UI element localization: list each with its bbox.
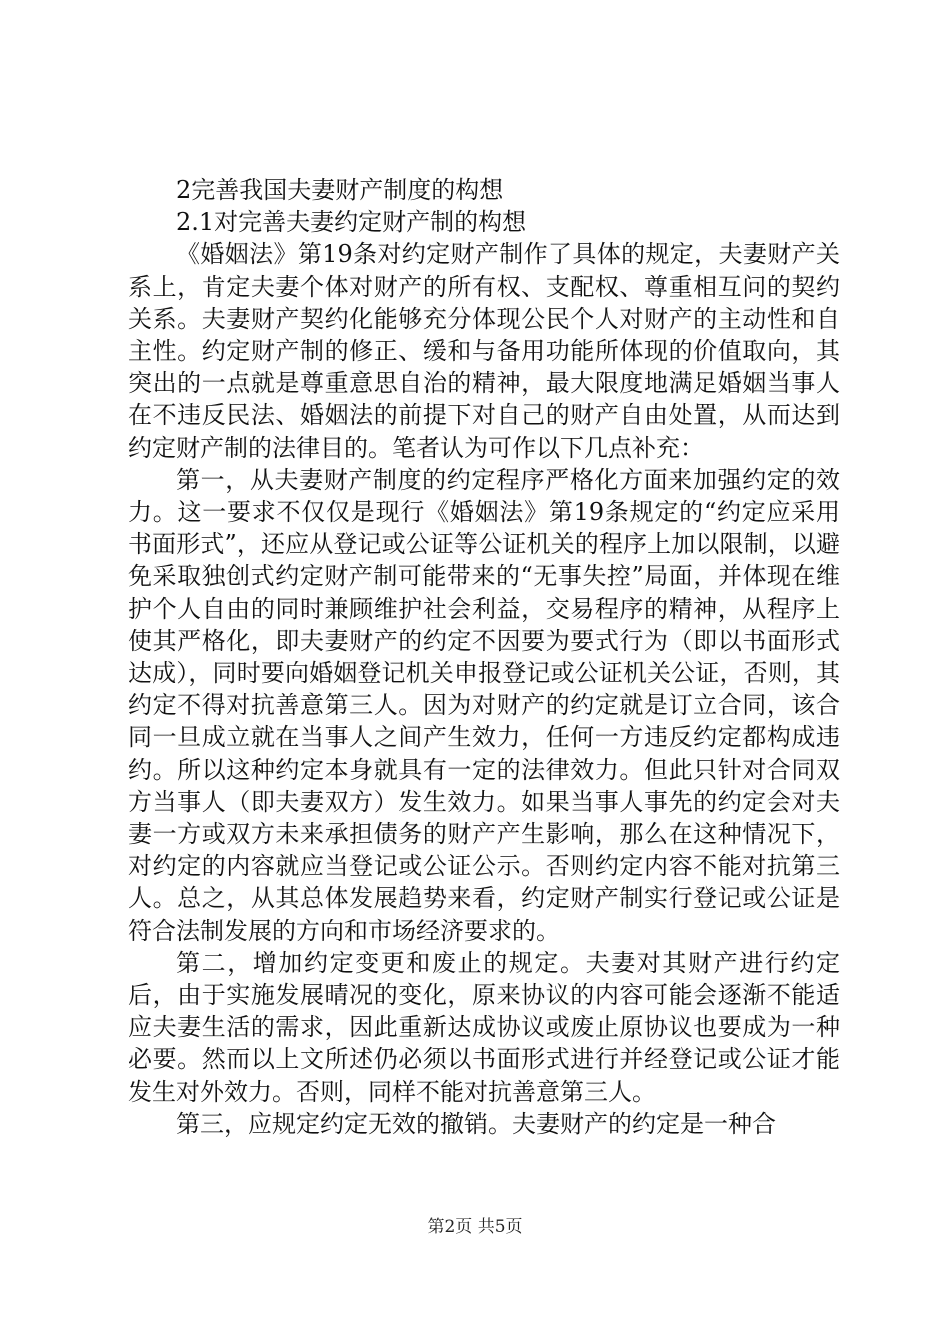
section-heading: 2完善我国夫妻财产制度的构想 (176, 176, 504, 204)
subsection-heading: 2.1对完善夫妻约定财产制的构想 (176, 208, 527, 237)
body-paragraph: 第三，应规定约定无效的撤销。夫妻财产的约定是一种合 (176, 1109, 776, 1138)
document-body (128, 174, 840, 1140)
page-number-footer: 第2页 共5页 (427, 1217, 523, 1237)
body-paragraph: 第二，增加约定变更和废止的规定。夫妻对其财产进行约定后，由于实施发展晴况的变化，原来协议的内容可能会逐渐不能适应夫妻生活的需求，因此重新达成协议或废止原协议也要成为一种必要。然而以上文所述仍必须以书面形式进行并经登记或公证才能发生对外效力。否则，同样不能对抗善意第三人。 (128, 948, 840, 1106)
body-paragraph: 《婚姻法》第19条对约定财产制作了具体的规定，夫妻财产关系上，肯定夫妻个体对财产的所有权、支配权、尊重相互问的契约关系。夫妻财产契约化能够充分体现公民个人对财产的主动性和自主性。约定财产制的修正、缓和与备用功能所体现的价值取向，其突出的一点就是尊重意思自治的精神，最大限度地满足婚姻当事人在不违反民法、婚姻法的前提下对自己的财产自由处置，从而达到约定财产制的法律目的。笔者认为可作以下几点补充： (128, 240, 840, 462)
body-paragraph: 第一，从夫妻财产制度的约定程序严格化方面来加强约定的效力。这一要求不仅仅是现行《婚姻法》第19条规定的“约定应采用书面形式”，还应从登记或公证等公证机关的程序上加以限制，以避免采取独创式约定财产制可能带来的“无事失控”局面，并体现在维护个人自由的同时兼顾维护社会利益，交易程序的精神，从程序上使其严格化，即夫妻财产的约定不因要为要式行为（即以书面形式达成），同时要向婚姻登记机关申报登记或公证机关公证，否则，其约定不得对抗善意第三人。因为对财产的约定就是订立合同，该合同一旦成立就在当事人之间产生效力，任何一方违反约定都构成违约。所以这种约定本身就具有一定的法律效力。但此只针对合同双方当事人（即夫妻双方）发生效力。如果当事人事先的约定会对夫妻一方或双方未来承担债务的财产产生影响，那么在这种情况下，对约定的内容就应当登记或公证公示。否则约定内容不能对抗第三人。总之，从其总体发展趋势来看，约定财产制实行登记或公证是符合法制发展的方向和市场经济要求的。 (128, 465, 840, 945)
